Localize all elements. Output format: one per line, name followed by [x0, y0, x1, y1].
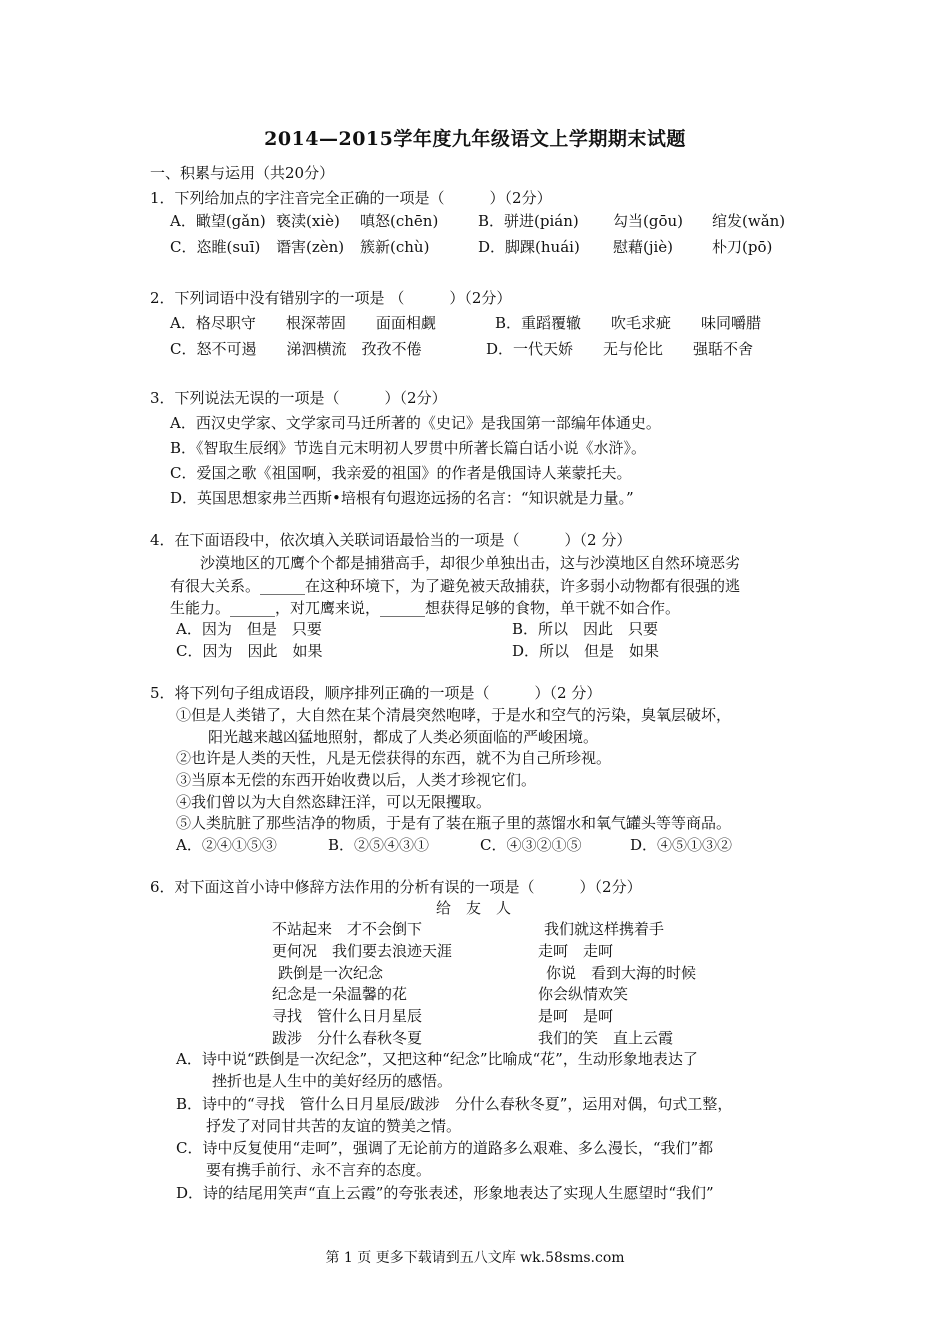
q1-option-d-1: D．脚踝(huái) [478, 238, 580, 256]
poem-right-line-1: 我们就这样携着手 [544, 920, 665, 938]
q6-option-b-line-2: 抒发了对同甘共苦的友谊的赞美之情。 [206, 1117, 462, 1135]
q1-option-b-1: B．骈进(pián) [478, 212, 579, 230]
poem-left-line-4: 纪念是一朵温馨的花 [272, 985, 408, 1003]
question-2-stem: 2．下列词语中没有错别字的一项是 （ ）（2分） [150, 289, 512, 307]
q3-option-d: D．英国思想家弗兰西斯•培根有句遐迩远扬的名言：“知识就是力量。” [170, 489, 634, 507]
q6-option-a-line-1: A．诗中说“跌倒是一次纪念”，又把这种“纪念”比喻成“花”，生动形象地表达了 [176, 1050, 698, 1068]
section-heading: 一、积累与运用（共20分） [150, 164, 335, 182]
q1-option-c-2: 谮害(zèn) [276, 238, 345, 256]
poem-left-line-2: 更何况 我们要去浪迹天涯 [272, 942, 453, 960]
q4-passage-line-3: 生能力。______，对兀鹰来说，______想获得足够的食物，单干就不如合作。 [170, 599, 681, 617]
q3-option-c: C．爱国之歌《祖国啊，我亲爱的祖国》的作者是俄国诗人莱蒙托夫。 [170, 464, 632, 482]
poem-left-line-6: 跋涉 分什么春秋冬夏 [272, 1029, 423, 1047]
question-3-stem: 3．下列说法无误的一项是（ ）（2分） [150, 389, 447, 407]
q4-option-a: A．因为 但是 只要 [176, 620, 322, 638]
page-footer: 第 1 页 更多下载请到五八文库 wk.58sms.com [325, 1250, 625, 1266]
q6-option-b-line-1: B．诗中的“寻找 管什么日月星辰/跋涉 分什么春秋冬夏”，运用对偶，句式工整， [176, 1095, 733, 1113]
q1-option-a-1: A．瞰望(gǎn) [170, 212, 266, 230]
poem-right-line-6: 我们的笑 直上云霞 [538, 1029, 674, 1047]
q5-sentence-1-cont: 阳光越来越凶猛地照射，都成了人类必须面临的严峻困境。 [208, 728, 599, 746]
q4-passage-line-2: 有很大关系。______在这种环境下，为了避免被天敌捕获，许多弱小动物都有很强的逃 [170, 577, 741, 595]
q6-option-d-line-1: D．诗的结尾用笑声“直上云霞”的夸张表述，形象地表达了实现人生愿望时“我们” [176, 1184, 714, 1202]
q5-option-b: B．②⑤④③① [328, 836, 430, 854]
q4-passage-line-1: 沙漠地区的兀鹰个个都是捕猎高手，却很少单独出击，这与沙漠地区自然环境恶劣 [170, 554, 741, 572]
poem-title: 给 友 人 [436, 899, 512, 917]
poem-right-line-5: 是呵 是呵 [538, 1007, 614, 1025]
q5-option-c: C．④③②①⑤ [480, 836, 582, 854]
q3-option-a: A．西汉史学家、文学家司马迁所著的《史记》是我国第一部编年体通史。 [170, 414, 661, 432]
q2-option-b: B．重蹈覆辙 吹毛求疵 味同嚼腊 [495, 314, 762, 332]
page-title: 2014—2015学年度九年级语文上学期期末试题 [264, 128, 686, 150]
q5-sentence-3: ③当原本无偿的东西开始收费以后，人类才珍视它们。 [176, 771, 537, 789]
poem-right-line-3: 你说 看到大海的时候 [546, 964, 697, 982]
q1-option-b-2: 勾当(gōu) [613, 212, 683, 230]
q5-sentence-1: ①但是人类错了，大自然在某个清晨突然咆哮，于是水和空气的污染，臭氧层破坏， [176, 706, 732, 724]
poem-right-line-4: 你会纵情欢笑 [538, 985, 629, 1003]
question-1-stem: 1．下列给加点的字注音完全正确的一项是（ ）（2分） [150, 189, 552, 207]
poem-left-line-1: 不站起来 才不会倒下 [272, 920, 423, 938]
q5-sentence-2: ②也许是人类的天性，凡是无偿获得的东西，就不为自己所珍视。 [176, 749, 612, 767]
q2-option-c: C．怒不可遏 涕泗横流 孜孜不倦 [170, 340, 422, 358]
q6-option-a-line-2: 挫折也是人生中的美好经历的感悟。 [212, 1072, 453, 1090]
q2-option-a: A．格尽职守 根深蒂固 面面相觑 [170, 314, 436, 332]
question-6-stem: 6．对下面这首小诗中修辞方法作用的分析有误的一项是（ ）（2分） [150, 878, 642, 896]
q1-option-a-2: 亵渎(xiè) [276, 212, 340, 230]
poem-left-line-5: 寻找 管什么日月星辰 [272, 1007, 423, 1025]
q1-option-b-3: 绾发(wǎn) [712, 212, 786, 230]
question-5-stem: 5．将下列句子组成语段，顺序排列正确的一项是（ ）（2 分） [150, 684, 602, 702]
q2-option-d: D．一代天娇 无与伦比 强聒不舍 [486, 340, 754, 358]
q6-option-c-line-2: 要有携手前行、永不言弃的态度。 [206, 1161, 432, 1179]
poem-right-line-2: 走呵 走呵 [538, 942, 614, 960]
q1-option-a-3: 嗔怒(chēn) [360, 212, 439, 230]
q4-option-c: C．因为 因此 如果 [176, 642, 323, 660]
q5-option-a: A．②④①⑤③ [176, 836, 277, 854]
q1-option-d-3: 朴刀(pō) [712, 238, 773, 256]
q3-option-b: B．《智取生辰纲》节选自元末明初人罗贯中所著长篇白话小说《水浒》。 [170, 439, 647, 457]
q1-option-d-2: 慰藉(jiè) [613, 238, 674, 256]
q6-option-c-line-1: C．诗中反复使用“走呵”，强调了无论前方的道路多么艰难、多么漫长，“我们”都 [176, 1139, 714, 1157]
q5-sentence-4: ④我们曾以为大自然恣肆汪洋，可以无限攫取。 [176, 793, 492, 811]
question-4-stem: 4．在下面语段中，依次填入关联词语最恰当的一项是（ ）（2 分） [150, 531, 632, 549]
q5-sentence-5: ⑤人类肮脏了那些洁净的物质，于是有了装在瓶子里的蒸馏水和氧气罐头等等商品。 [176, 814, 732, 832]
q1-option-c-3: 簇新(chù) [360, 238, 430, 256]
poem-left-line-3: 跌倒是一次纪念 [278, 964, 384, 982]
q4-option-b: B．所以 因此 只要 [512, 620, 659, 638]
q4-option-d: D．所以 但是 如果 [512, 642, 660, 660]
q1-option-c-1: C．恣睢(suī) [170, 238, 261, 256]
q5-option-d: D．④⑤①③② [630, 836, 733, 854]
